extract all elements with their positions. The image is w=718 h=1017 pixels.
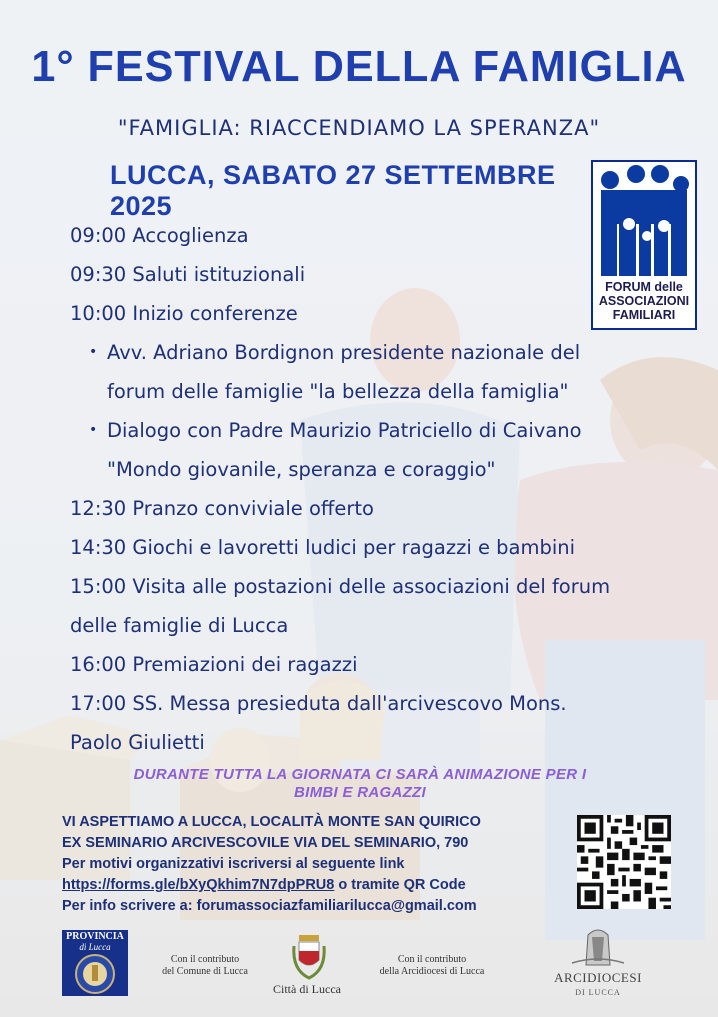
program-subitem [70,333,650,372]
program-item: 09:30 Saluti istituzionali [70,263,306,286]
program-subitem-cont: "Mondo giovanile, speranza e coraggio" [107,458,496,481]
comune-contribution [155,954,255,978]
program-item: 10:00 Inizio conferenze [70,302,298,325]
event-date: LUCCA, SABATO 27 SETTEMBRE 2025 [110,160,556,221]
animation-notice-line-1: DURANTE TUTTA LA GIORNATA CI SARÀ ANIMAZIONE PER I [133,766,587,783]
arcidiocesi-sub: DI LUCCA [575,988,621,997]
program-item: 17:00 SS. Messa presieduta dall'arcivescovo Mons. [70,692,567,715]
arcidiocesi-emblem-icon [568,925,628,971]
program-item: 15:00 Visita alle postazioni delle associazioni del forum [70,575,611,598]
program-subitem-cont: forum delle famiglie "la bellezza della famiglia" [107,380,569,403]
registration-link-line [62,875,572,896]
provincia-lucca-logo [62,930,128,996]
comune-contribution-line-1: Con il contributo [170,954,240,965]
bullet-icon: • [89,344,98,360]
program-item: 16:00 Premiazioni dei ragazzi [70,653,358,676]
qr-suffix: o tramite QR Code [334,877,466,893]
arcidiocesi-contribution [362,954,502,978]
location-line: VI ASPETTIAMO A LUCCA, LOCALITÀ MONTE SAN QUIRICO [62,814,481,830]
animation-notice [40,766,680,802]
citta-lucca-name: Città di Lucca [273,982,341,996]
citta-lucca-crest-icon [284,930,334,980]
arcidiocesi-contribution-line-2: della Arcidiocesi di Lucca [379,966,485,977]
logo-text-line-2: ASSOCIAZIONI [598,294,690,308]
arcidiocesi-name: ARCIDIOCESI [554,970,642,985]
program-subitem-text: Dialogo con Padre Maurizio Patriciello di Caivano [107,419,582,442]
festival-subtitle: "FAMIGLIA: RIACCENDIAMO LA SPERANZA" [117,116,601,140]
program-item: 12:30 Pranzo conviviale offerto [70,497,374,520]
address-line: EX SEMINARIO ARCIVESCOVILE VIA DEL SEMINARIO, 790 [62,835,469,851]
provincia-sub: di Lucca [79,942,111,952]
program-list [70,216,650,762]
logo-text-line-3: FAMILIARI [612,308,676,322]
logo-text-line-1: FORUM delle [605,280,683,294]
contact-line: Per info scrivere a: forumassociazfamiliarilucca@gmail.com [62,898,477,914]
comune-contribution-line-2: del Comune di Lucca [162,966,248,977]
registration-line: Per motivi organizzativi iscriversi al seguente link [62,856,405,872]
program-item-cont: delle famiglie di Lucca [70,614,289,637]
provincia-emblem-icon [72,953,118,995]
animation-notice-line-2: BIMBI E RAGAZZI [294,784,426,801]
arcidiocesi-contribution-line-1: Con il contributo [397,954,467,965]
program-subitem-text: Avv. Adriano Bordignon presidente nazionale del [107,341,581,364]
qr-code-icon[interactable] [577,815,671,909]
program-item-cont: Paolo Giulietti [70,731,205,754]
program-item: 14:30 Giochi e lavoretti ludici per ragazzi e bambini [70,536,576,559]
provincia-name: PROVINCIA [66,931,124,942]
event-info [62,812,572,917]
program-subitem [70,411,650,450]
festival-title: 1° FESTIVAL DELLA FAMIGLIA [31,42,687,91]
registration-link[interactable]: https://forms.gle/bXyQkhim7N7dpPRU8 [62,877,335,893]
program-item: 09:00 Accoglienza [70,224,249,247]
bullet-icon: • [89,422,98,438]
